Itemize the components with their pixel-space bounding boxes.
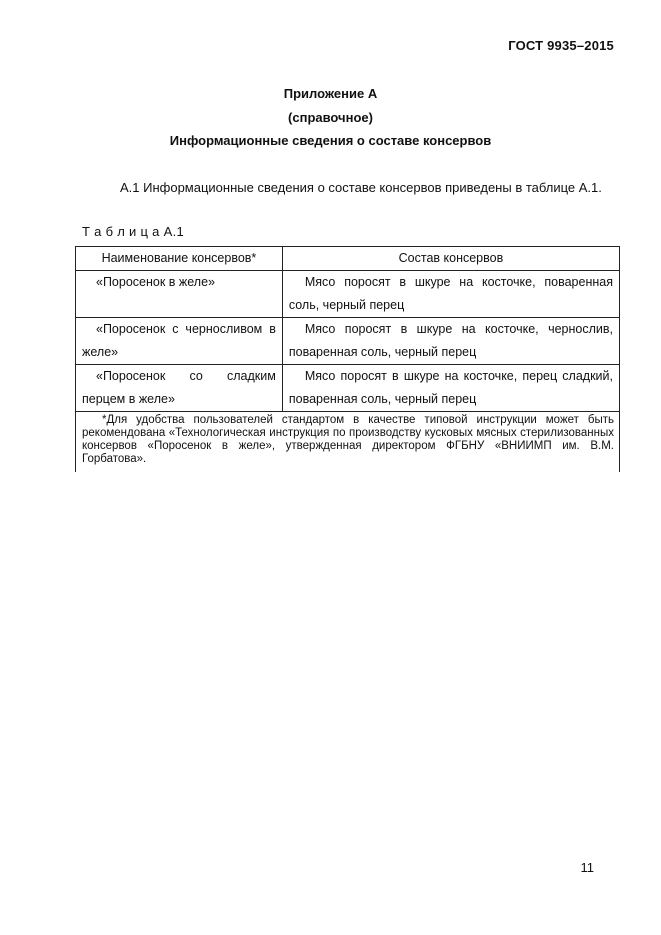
- appendix-title: Приложение А: [283, 86, 378, 101]
- table-cell-product: «Поросенок в желе»: [76, 271, 283, 318]
- table-cell-composition: Мясо поросят в шкуре на косточке, перец сладкий, поваренная соль, черный перец: [282, 365, 619, 412]
- table-cell-composition: Мясо поросят в шкуре на косточке, чернослив, поваренная соль, черный перец: [282, 318, 619, 365]
- document-code: ГОСТ 9935–2015: [508, 38, 614, 53]
- table-row: [76, 318, 620, 365]
- table-header-row: [76, 247, 620, 271]
- appendix-type: (справочное): [288, 110, 373, 125]
- composition-table: [75, 246, 620, 472]
- appendix-heading: Информационные сведения о составе консервов: [169, 133, 492, 148]
- table-header-composition: Состав консервов: [282, 247, 619, 271]
- table-footnote-cell: [76, 412, 620, 473]
- intro-paragraph: А.1 Информационные сведения о составе консервов приведены в таблице А.1.: [120, 180, 602, 195]
- table-row: [76, 365, 620, 412]
- table-footnote: *Для удобства пользователей стандартом в качестве типовой инструкции может быть рекомендована «Технологическая инструкция по производству кусковых мясных стерилизованных консервов «Поросенок в желе», утвержденная директором ФГБНУ «ВНИИМП им. В.М. Горбатова».: [82, 414, 614, 465]
- composition-table-wrapper: [75, 246, 620, 472]
- table-row: [76, 271, 620, 318]
- table-cell-product: «Поросенок с черносливом в желе»: [76, 318, 283, 365]
- table-caption: Т а б л и ц а А.1: [82, 224, 185, 239]
- table-header-name: Наименование консервов*: [76, 247, 283, 271]
- page-number: 11: [580, 860, 594, 875]
- table-footnote-row: [76, 412, 620, 473]
- table-cell-product: «Поросенок со сладким перцем в желе»: [76, 365, 283, 412]
- table-cell-composition: Мясо поросят в шкуре на косточке, поваренная соль, черный перец: [282, 271, 619, 318]
